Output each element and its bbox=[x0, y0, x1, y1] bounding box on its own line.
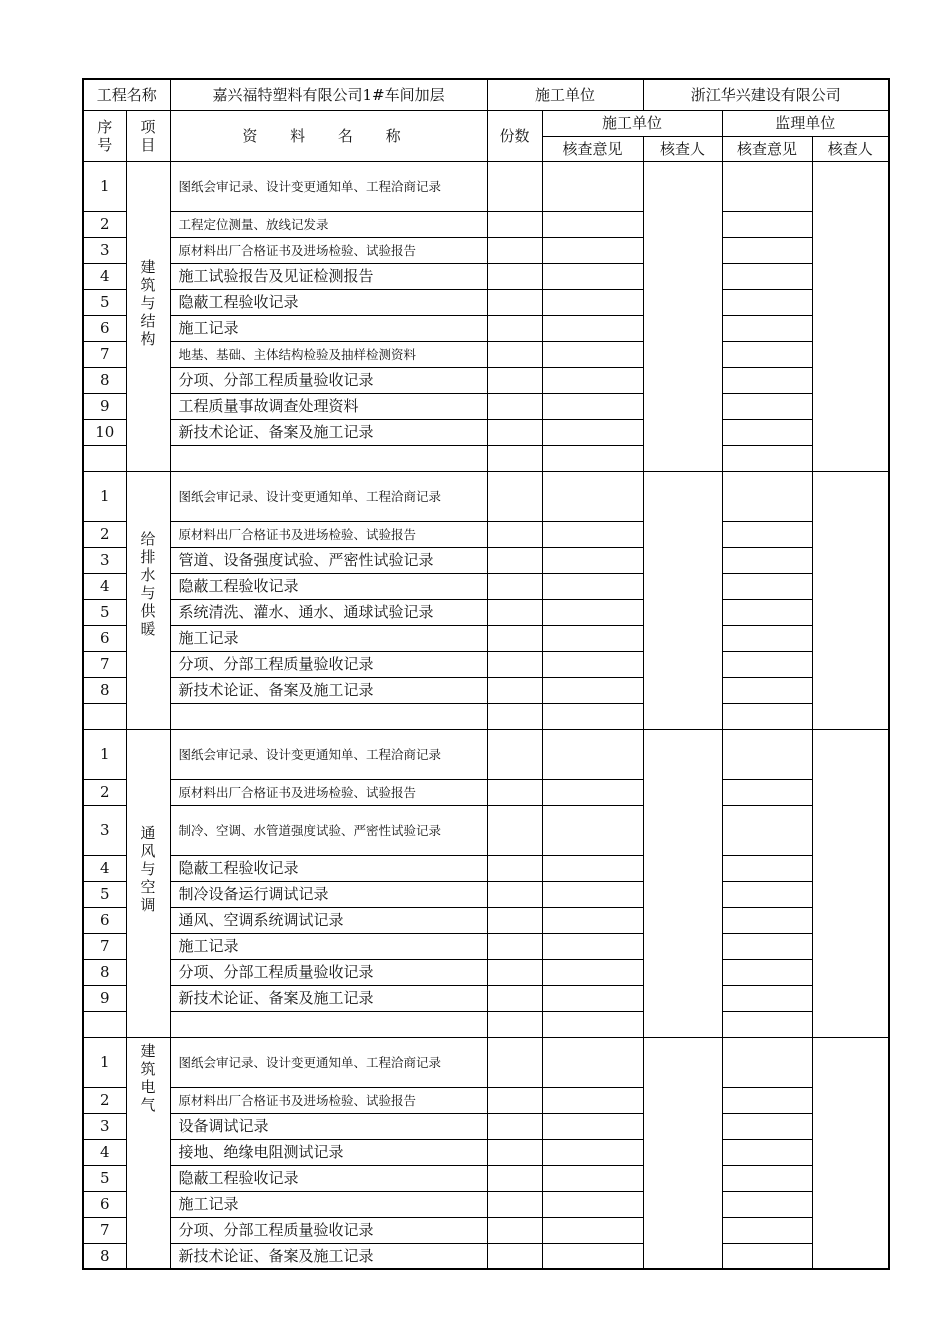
row-number: 10 bbox=[83, 419, 126, 445]
document-name: 施工记录 bbox=[170, 625, 487, 651]
copies-cell bbox=[487, 1037, 542, 1087]
item-header bbox=[126, 110, 170, 161]
supervision-opinion-cell bbox=[722, 367, 812, 393]
table-row bbox=[83, 729, 889, 779]
supervision-opinion-cell bbox=[722, 985, 812, 1011]
document-name: 系统清洗、灌水、通水、通球试验记录 bbox=[170, 599, 487, 625]
category-char: 与 bbox=[140, 583, 156, 602]
row-number: 4 bbox=[83, 855, 126, 881]
row-number: 2 bbox=[83, 1087, 126, 1113]
copies-cell bbox=[487, 211, 542, 237]
construction-opinion-cell bbox=[542, 933, 643, 959]
seq-header-char-1: 序 bbox=[97, 117, 113, 136]
table-row bbox=[83, 237, 889, 263]
table-row-blank bbox=[83, 445, 889, 471]
category-char: 构 bbox=[140, 329, 156, 348]
table-row bbox=[83, 907, 889, 933]
construction-opinion-cell bbox=[542, 625, 643, 651]
row-number: 8 bbox=[83, 959, 126, 985]
blank-copies-cell bbox=[487, 1011, 542, 1037]
category-char: 与 bbox=[140, 859, 156, 878]
supervision-opinion-cell bbox=[722, 547, 812, 573]
copies-cell bbox=[487, 1191, 542, 1217]
document-name: 新技术论证、备案及施工记录 bbox=[170, 985, 487, 1011]
copies-cell bbox=[487, 1217, 542, 1243]
supervision-opinion-cell bbox=[722, 1087, 812, 1113]
table-row bbox=[83, 959, 889, 985]
copies-cell bbox=[487, 625, 542, 651]
blank-number-cell bbox=[83, 445, 126, 471]
construction-checker-cell bbox=[643, 471, 722, 729]
document-name: 隐蔽工程验收记录 bbox=[170, 573, 487, 599]
construction-opinion-cell bbox=[542, 289, 643, 315]
copies-cell bbox=[487, 959, 542, 985]
row-number: 5 bbox=[83, 881, 126, 907]
construction-opinion-cell bbox=[542, 599, 643, 625]
supervision-opinion-cell bbox=[722, 933, 812, 959]
copies-cell bbox=[487, 1165, 542, 1191]
blank-name-cell bbox=[170, 445, 487, 471]
document-name: 原材料出厂合格证书及进场检验、试验报告 bbox=[170, 237, 487, 263]
construction-opinion-cell bbox=[542, 985, 643, 1011]
document-name: 施工记录 bbox=[170, 933, 487, 959]
category-char: 调 bbox=[140, 895, 156, 914]
supervision-opinion-cell bbox=[722, 471, 812, 521]
construction-opinion-cell bbox=[542, 907, 643, 933]
column-header-row-1 bbox=[83, 110, 889, 136]
check-opinion-header: 核查意见 bbox=[542, 136, 643, 161]
copies-cell bbox=[487, 393, 542, 419]
supervision-checker-cell bbox=[812, 729, 889, 1037]
document-name: 原材料出厂合格证书及进场检验、试验报告 bbox=[170, 1087, 487, 1113]
table-row-blank bbox=[83, 1011, 889, 1037]
row-number: 7 bbox=[83, 651, 126, 677]
table-row bbox=[83, 341, 889, 367]
document-name: 分项、分部工程质量验收记录 bbox=[170, 367, 487, 393]
supervision-opinion-cell bbox=[722, 625, 812, 651]
table-row bbox=[83, 1087, 889, 1113]
table-row bbox=[83, 985, 889, 1011]
document-name: 施工记录 bbox=[170, 315, 487, 341]
supervision-opinion-cell bbox=[722, 855, 812, 881]
category-char: 空 bbox=[140, 877, 156, 896]
inspection-form-table bbox=[82, 78, 890, 1270]
document-name: 新技术论证、备案及施工记录 bbox=[170, 1243, 487, 1269]
category-char: 建 bbox=[140, 257, 156, 276]
seq-header-char-2: 号 bbox=[97, 135, 113, 154]
copies-cell bbox=[487, 779, 542, 805]
copies-cell bbox=[487, 599, 542, 625]
category-char: 排 bbox=[140, 547, 156, 566]
blank-opinion-cell bbox=[542, 703, 643, 729]
copies-header: 份数 bbox=[487, 110, 542, 161]
blank-copies-cell bbox=[487, 703, 542, 729]
copies-cell bbox=[487, 263, 542, 289]
row-number: 6 bbox=[83, 907, 126, 933]
document-name: 隐蔽工程验收记录 bbox=[170, 1165, 487, 1191]
supervision-opinion-cell bbox=[722, 599, 812, 625]
construction-opinion-cell bbox=[542, 805, 643, 855]
table-row bbox=[83, 855, 889, 881]
table-row bbox=[83, 933, 889, 959]
category-label bbox=[127, 472, 170, 638]
copies-cell bbox=[487, 1139, 542, 1165]
row-number: 6 bbox=[83, 625, 126, 651]
supervision-opinion-cell bbox=[722, 263, 812, 289]
supervision-opinion-cell bbox=[722, 677, 812, 703]
copies-cell bbox=[487, 471, 542, 521]
document-name: 图纸会审记录、设计变更通知单、工程洽商记录 bbox=[170, 729, 487, 779]
supervision-checker-cell bbox=[812, 161, 889, 471]
construction-opinion-cell bbox=[542, 237, 643, 263]
row-number: 6 bbox=[83, 1191, 126, 1217]
copies-cell bbox=[487, 547, 542, 573]
construction-opinion-cell bbox=[542, 315, 643, 341]
construction-opinion-cell bbox=[542, 677, 643, 703]
table-row bbox=[83, 599, 889, 625]
copies-cell bbox=[487, 933, 542, 959]
supervision-opinion-cell bbox=[722, 881, 812, 907]
category-char: 暖 bbox=[140, 619, 156, 638]
table-row bbox=[83, 547, 889, 573]
table-row bbox=[83, 805, 889, 855]
category-char: 建 bbox=[140, 1041, 156, 1060]
supervision-opinion-cell bbox=[722, 393, 812, 419]
blank-number-cell bbox=[83, 1011, 126, 1037]
document-name: 施工试验报告及见证检测报告 bbox=[170, 263, 487, 289]
construction-opinion-cell bbox=[542, 1113, 643, 1139]
supervision-opinion-cell bbox=[722, 1217, 812, 1243]
category-cell bbox=[126, 161, 170, 471]
table-row bbox=[83, 161, 889, 211]
construction-opinion-cell bbox=[542, 1165, 643, 1191]
supervision-opinion-cell bbox=[722, 419, 812, 445]
document-name: 隐蔽工程验收记录 bbox=[170, 855, 487, 881]
row-number: 3 bbox=[83, 237, 126, 263]
copies-cell bbox=[487, 289, 542, 315]
table-row bbox=[83, 651, 889, 677]
construction-checker-cell bbox=[643, 161, 722, 471]
construction-opinion-cell bbox=[542, 263, 643, 289]
row-number: 4 bbox=[83, 263, 126, 289]
document-name: 制冷、空调、水管道强度试验、严密性试验记录 bbox=[170, 805, 487, 855]
row-number: 7 bbox=[83, 933, 126, 959]
construction-opinion-cell bbox=[542, 419, 643, 445]
document-name: 图纸会审记录、设计变更通知单、工程洽商记录 bbox=[170, 161, 487, 211]
construction-opinion-cell bbox=[542, 1139, 643, 1165]
copies-cell bbox=[487, 805, 542, 855]
row-number: 9 bbox=[83, 985, 126, 1011]
table-row bbox=[83, 211, 889, 237]
copies-cell bbox=[487, 573, 542, 599]
copies-cell bbox=[487, 341, 542, 367]
row-number: 1 bbox=[83, 471, 126, 521]
table-row bbox=[83, 1139, 889, 1165]
supervision-opinion-cell bbox=[722, 959, 812, 985]
table-row bbox=[83, 367, 889, 393]
blank-opinion-cell-2 bbox=[722, 445, 812, 471]
row-number: 5 bbox=[83, 289, 126, 315]
copies-cell bbox=[487, 907, 542, 933]
category-char: 筑 bbox=[140, 1059, 156, 1078]
row-number: 8 bbox=[83, 367, 126, 393]
document-name: 图纸会审记录、设计变更通知单、工程洽商记录 bbox=[170, 471, 487, 521]
copies-cell bbox=[487, 1243, 542, 1269]
supervision-opinion-cell bbox=[722, 521, 812, 547]
table-row bbox=[83, 779, 889, 805]
category-label bbox=[127, 162, 170, 348]
project-label: 工程名称 bbox=[83, 79, 170, 110]
table-row bbox=[83, 1037, 889, 1087]
table-row bbox=[83, 1243, 889, 1269]
table-row bbox=[83, 289, 889, 315]
row-number: 7 bbox=[83, 1217, 126, 1243]
supervision-opinion-cell bbox=[722, 315, 812, 341]
table-row bbox=[83, 1165, 889, 1191]
row-number: 5 bbox=[83, 1165, 126, 1191]
document-name: 管道、设备强度试验、严密性试验记录 bbox=[170, 547, 487, 573]
row-number: 9 bbox=[83, 393, 126, 419]
copies-cell bbox=[487, 677, 542, 703]
category-char: 结 bbox=[140, 311, 156, 330]
checker-header: 核查人 bbox=[643, 136, 722, 161]
blank-number-cell bbox=[83, 703, 126, 729]
supervision-checker-cell bbox=[812, 1037, 889, 1269]
copies-cell bbox=[487, 161, 542, 211]
row-number: 3 bbox=[83, 805, 126, 855]
item-header-char-2: 目 bbox=[140, 135, 156, 154]
supervision-opinion-cell bbox=[722, 161, 812, 211]
seq-header bbox=[83, 110, 126, 161]
document-name: 新技术论证、备案及施工记录 bbox=[170, 419, 487, 445]
category-char: 电 bbox=[140, 1077, 156, 1096]
document-name: 地基、基础、主体结构检验及抽样检测资料 bbox=[170, 341, 487, 367]
blank-opinion-cell bbox=[542, 1011, 643, 1037]
document-name: 图纸会审记录、设计变更通知单、工程洽商记录 bbox=[170, 1037, 487, 1087]
blank-opinion-cell bbox=[542, 445, 643, 471]
category-char: 与 bbox=[140, 293, 156, 312]
copies-cell bbox=[487, 315, 542, 341]
blank-copies-cell bbox=[487, 445, 542, 471]
copies-cell bbox=[487, 521, 542, 547]
copies-cell bbox=[487, 881, 542, 907]
supervision-opinion-cell bbox=[722, 805, 812, 855]
copies-cell bbox=[487, 237, 542, 263]
supervision-opinion-cell bbox=[722, 907, 812, 933]
table-row bbox=[83, 1191, 889, 1217]
copies-cell bbox=[487, 651, 542, 677]
copies-cell bbox=[487, 985, 542, 1011]
category-cell bbox=[126, 729, 170, 1037]
supervision-opinion-cell bbox=[722, 341, 812, 367]
supervision-opinion-cell bbox=[722, 1191, 812, 1217]
construction-opinion-cell bbox=[542, 959, 643, 985]
construction-opinion-cell bbox=[542, 521, 643, 547]
construction-opinion-cell bbox=[542, 855, 643, 881]
document-name: 新技术论证、备案及施工记录 bbox=[170, 677, 487, 703]
contractor-label: 施工单位 bbox=[487, 79, 643, 110]
supervision-opinion-cell bbox=[722, 779, 812, 805]
table-row bbox=[83, 393, 889, 419]
construction-opinion-cell bbox=[542, 1217, 643, 1243]
docname-header: 资 料 名 称 bbox=[170, 110, 487, 161]
category-cell bbox=[126, 1037, 170, 1269]
copies-cell bbox=[487, 419, 542, 445]
table-row bbox=[83, 625, 889, 651]
construction-opinion-cell bbox=[542, 881, 643, 907]
construction-checker-cell bbox=[643, 729, 722, 1037]
construction-opinion-cell bbox=[542, 211, 643, 237]
category-char: 风 bbox=[140, 841, 156, 860]
category-char: 筑 bbox=[140, 275, 156, 294]
document-name: 分项、分部工程质量验收记录 bbox=[170, 651, 487, 677]
supervision-opinion-cell bbox=[722, 289, 812, 315]
document-name: 接地、绝缘电阻测试记录 bbox=[170, 1139, 487, 1165]
construction-unit-header: 施工单位 bbox=[542, 110, 722, 136]
category-cell bbox=[126, 471, 170, 729]
supervision-checker-cell bbox=[812, 471, 889, 729]
document-name: 设备调试记录 bbox=[170, 1113, 487, 1139]
supervision-opinion-cell bbox=[722, 1139, 812, 1165]
supervision-opinion-cell bbox=[722, 211, 812, 237]
supervision-opinion-cell bbox=[722, 573, 812, 599]
supervision-opinion-cell bbox=[722, 1037, 812, 1087]
copies-cell bbox=[487, 367, 542, 393]
blank-name-cell bbox=[170, 1011, 487, 1037]
blank-opinion-cell-2 bbox=[722, 703, 812, 729]
construction-opinion-cell bbox=[542, 779, 643, 805]
construction-opinion-cell bbox=[542, 1243, 643, 1269]
supervision-opinion-cell bbox=[722, 1113, 812, 1139]
copies-cell bbox=[487, 1113, 542, 1139]
document-name: 通风、空调系统调试记录 bbox=[170, 907, 487, 933]
category-char: 水 bbox=[140, 565, 156, 584]
construction-checker-cell bbox=[643, 1037, 722, 1269]
document-name: 原材料出厂合格证书及进场检验、试验报告 bbox=[170, 521, 487, 547]
document-name: 原材料出厂合格证书及进场检验、试验报告 bbox=[170, 779, 487, 805]
document-name: 制冷设备运行调试记录 bbox=[170, 881, 487, 907]
row-number: 6 bbox=[83, 315, 126, 341]
blank-opinion-cell-2 bbox=[722, 1011, 812, 1037]
construction-opinion-cell bbox=[542, 161, 643, 211]
document-name: 隐蔽工程验收记录 bbox=[170, 289, 487, 315]
row-number: 1 bbox=[83, 1037, 126, 1087]
category-char: 给 bbox=[140, 529, 156, 548]
document-name: 分项、分部工程质量验收记录 bbox=[170, 959, 487, 985]
construction-opinion-cell bbox=[542, 651, 643, 677]
category-char: 通 bbox=[140, 823, 156, 842]
table-row bbox=[83, 419, 889, 445]
category-label bbox=[127, 1042, 170, 1114]
document-name: 工程定位测量、放线记发录 bbox=[170, 211, 487, 237]
table-row bbox=[83, 677, 889, 703]
row-number: 4 bbox=[83, 573, 126, 599]
document-name: 施工记录 bbox=[170, 1191, 487, 1217]
table-row bbox=[83, 573, 889, 599]
construction-opinion-cell bbox=[542, 1087, 643, 1113]
row-number: 7 bbox=[83, 341, 126, 367]
supervision-opinion-cell bbox=[722, 729, 812, 779]
construction-opinion-cell bbox=[542, 393, 643, 419]
document-name: 分项、分部工程质量验收记录 bbox=[170, 1217, 487, 1243]
row-number: 2 bbox=[83, 779, 126, 805]
copies-cell bbox=[487, 729, 542, 779]
row-number: 1 bbox=[83, 161, 126, 211]
table-row bbox=[83, 263, 889, 289]
construction-opinion-cell bbox=[542, 547, 643, 573]
row-number: 8 bbox=[83, 1243, 126, 1269]
row-number: 2 bbox=[83, 211, 126, 237]
row-number: 1 bbox=[83, 729, 126, 779]
supervision-opinion-cell bbox=[722, 1243, 812, 1269]
category-char: 气 bbox=[140, 1095, 156, 1114]
table-row bbox=[83, 315, 889, 341]
row-number: 2 bbox=[83, 521, 126, 547]
checker-header-2: 核查人 bbox=[812, 136, 889, 161]
check-opinion-header-2: 核查意见 bbox=[722, 136, 812, 161]
table-row-blank bbox=[83, 703, 889, 729]
project-value: 嘉兴福特塑料有限公司1#车间加层 bbox=[170, 79, 487, 110]
category-char: 供 bbox=[140, 601, 156, 620]
table-row bbox=[83, 1113, 889, 1139]
contractor-value: 浙江华兴建设有限公司 bbox=[643, 79, 889, 110]
copies-cell bbox=[487, 855, 542, 881]
row-number: 3 bbox=[83, 547, 126, 573]
supervision-opinion-cell bbox=[722, 1165, 812, 1191]
blank-name-cell bbox=[170, 703, 487, 729]
construction-opinion-cell bbox=[542, 1037, 643, 1087]
table-row bbox=[83, 521, 889, 547]
item-header-char-1: 项 bbox=[140, 117, 156, 136]
supervision-opinion-cell bbox=[722, 237, 812, 263]
header-row bbox=[83, 79, 889, 110]
table-row bbox=[83, 471, 889, 521]
row-number: 3 bbox=[83, 1113, 126, 1139]
category-label bbox=[127, 730, 170, 914]
row-number: 4 bbox=[83, 1139, 126, 1165]
construction-opinion-cell bbox=[542, 367, 643, 393]
row-number: 5 bbox=[83, 599, 126, 625]
construction-opinion-cell bbox=[542, 729, 643, 779]
table-row bbox=[83, 881, 889, 907]
supervision-opinion-cell bbox=[722, 651, 812, 677]
row-number: 8 bbox=[83, 677, 126, 703]
construction-opinion-cell bbox=[542, 573, 643, 599]
construction-opinion-cell bbox=[542, 1191, 643, 1217]
copies-cell bbox=[487, 1087, 542, 1113]
table-row bbox=[83, 1217, 889, 1243]
construction-opinion-cell bbox=[542, 341, 643, 367]
document-name: 工程质量事故调查处理资料 bbox=[170, 393, 487, 419]
supervision-unit-header: 监理单位 bbox=[722, 110, 889, 136]
construction-opinion-cell bbox=[542, 471, 643, 521]
